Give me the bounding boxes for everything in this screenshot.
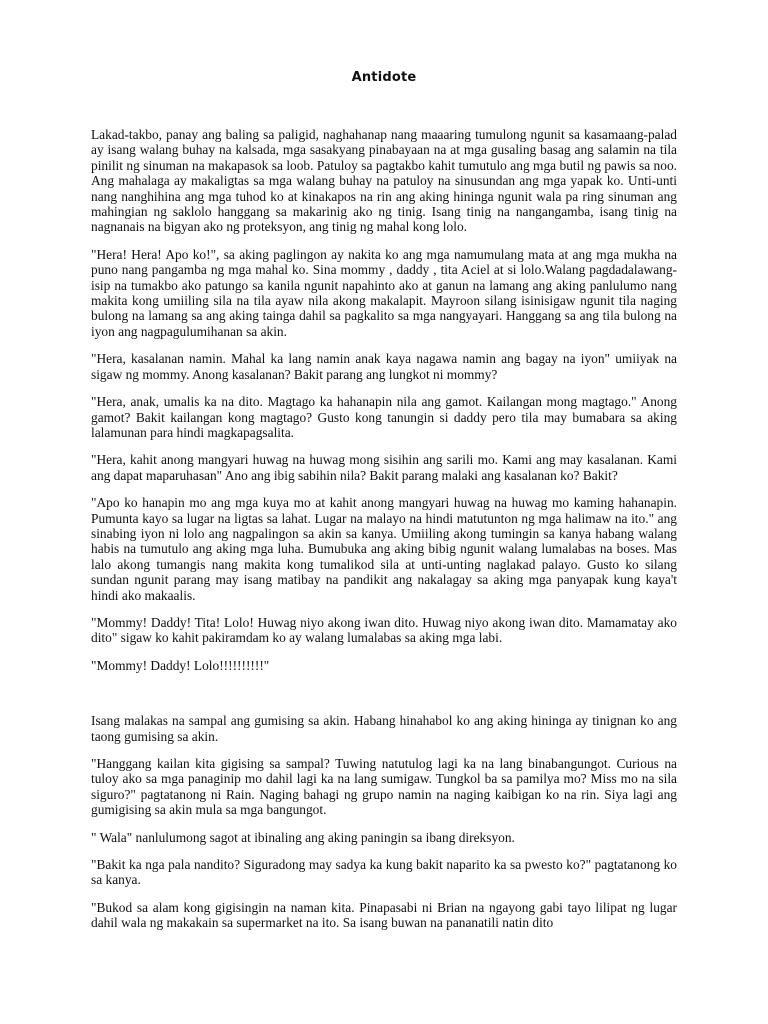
paragraph: "Hera, anak, umalis ka na dito. Magtago ka hahanapin nila ang gamot. Kailangan mong magtago." Anong gamot? Bakit kailangan kong magtago? Gusto kong tanungin si daddy pero tila may bumabara sa aking lalamunan para hindi magkapagsalita. xyxy=(91,394,677,440)
paragraph: "Mommy! Daddy! Tita! Lolo! Huwag niyo akong iwan dito. Huwag niyo akong iwan dito. Mamamatay ako dito" sigaw ko kahit pakiramdam ko ay walang lumalabas sa aking mga labi. xyxy=(91,614,677,646)
paragraph: " Wala" nanlulumong sagot at ibinaling ang aking paningin sa ibang direksyon. xyxy=(91,829,515,845)
paragraph: "Hera! Hera! Apo ko!", sa aking paglingon ay nakita ko ang mga namumulang mata at ang mga mukha na puno nang pangamba ng mga mahal ko. Sina mommy , daddy , tita Aciel at si lolo.Walang pagdadalawang-isip na tumakbo ako patungo sa kanila ngunit napahinto ako at ganun na lamang ang aking panlulumo nang makita kong umiiling sila na tila ayaw nila akong makalapit. Mayroon silang isinisigaw ngunit tila naging bulong na lamang sa ang aking tainga dahil sa pagkalito sa mga nangyayari. Hanggang sa ang tila bulong na iyon ang nagpagulumihanan sa akin. xyxy=(91,246,677,339)
paragraph: "Bakit ka nga pala nandito? Siguradong may sadya ka kung bakit naparito ka sa pwesto ko?" pagtatanong ko sa kanya. xyxy=(91,857,677,888)
document-body xyxy=(91,127,677,943)
paragraph: "Mommy! Daddy! Lolo!!!!!!!!!!" xyxy=(91,657,270,673)
paragraph: Lakad-takbo, panay ang baling sa paligid, naghahanap nang maaaring tumulong ngunit sa kasamaang-palad ay isang walang buhay na kalsada, mga sasakyang pinabayaan na at mga gusaling basag ang salamin na tila pinilit ng sinuman na makapasok sa loob. Patuloy sa pagtakbo kahit tumutulo ang mga butil ng pawis sa noo. Ang mahalaga ay makaligtas sa mga walang buhay na patuloy na sinusundan ang mga yapak ko. Unti-unti nang nanghihina ang mga tuhod ko at kinakapos na rin ang aking hininga ngunit wala pa ring sinuman ang mahingian ng saklolo hanggang sa makarinig ako ng tinig. Isang tinig na nangangamba, isang tinig na nagnanais na bigyan ako ng proteksyon, ang tinig ng mahal kong lolo. xyxy=(91,127,677,235)
paragraph: "Hera, kahit anong mangyari huwag na huwag mong sisihin ang sarili mo. Kami ang may kasalanan. Kami ang dapat maparuhasan" Ano ang ibig sabihin nila? Bakit parang malaki ang kasalanan ko? Bakit? xyxy=(91,452,677,483)
paragraph: "Hanggang kailan kita gigising sa sampal? Tuwing natutulog lagi ka na lang binabangungot. Curious na tuloy ako sa mga panaginip mo dahil lagi ka na lang sumigaw. Tungkol ba sa pamilya mo? Miss mo na sila siguro?" pagtatanong ni Rain. Naging bahagi ng grupo namin na naging kaibigan ko na rin. Siya lagi ang gumigising sa akin mula sa mga bangungot. xyxy=(91,756,677,818)
paragraph: Isang malakas na sampal ang gumising sa akin. Habang hinahabol ko ang aking hininga ay tinignan ko ang taong gumising sa akin. xyxy=(91,713,677,744)
paragraph: "Hera, kasalanan namin. Mahal ka lang namin anak kaya nagawa namin ang bagay na iyon" umiiyak na sigaw ng mommy. Anong kasalanan? Bakit parang ang lungkot ni mommy? xyxy=(91,351,677,382)
document-title: Antidote xyxy=(351,70,417,85)
paragraph: "Bukod sa alam kong gigisingin na naman kita. Pinapasabi ni Brian na ngayong gabi tayo lilipat ng lugar dahil wala ng makakain sa supermarket na ito. Sa isang buwan na pananatili natin dito xyxy=(91,899,677,931)
paragraph: "Apo ko hanapin mo ang mga kuya mo at kahit anong mangyari huwag na huwag mo kaming hahanapin. Pumunta kayo sa lugar na ligtas sa lahat. Lugar na malayo na hindi matutunton ng mga halimaw na ito." ang sinabing iyon ni lolo ang nagpalingon sa akin sa kanya. Umiiling akong tumingin sa kanya habang walang habis na tumutulo ang aking mga luha. Bumubuka ang aking bibig ngunit walang lumalabas na boses. Mas lalo akong tumangis nang makita kong tumalikod sila at unti-unting naglakad palayo. Gusto ko silang sundan ngunit parang may isang matibay na pandikit ang nakalagay sa aking mga panyapak kung kaya't hindi ako makaalis. xyxy=(91,495,677,603)
